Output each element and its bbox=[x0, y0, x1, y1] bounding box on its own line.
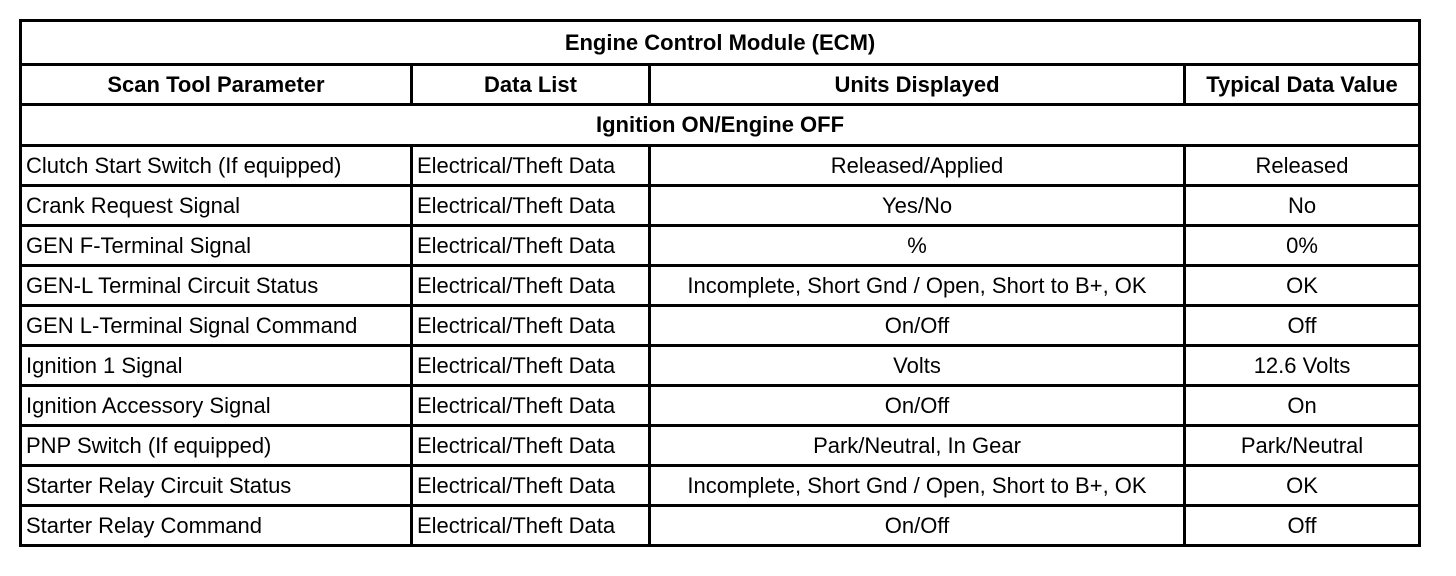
data-list-cell: Electrical/Theft Data bbox=[412, 426, 650, 466]
data-list-cell: Electrical/Theft Data bbox=[412, 146, 650, 186]
typical-value-cell: Released bbox=[1185, 146, 1420, 186]
parameter-cell: Starter Relay Circuit Status bbox=[21, 466, 412, 506]
parameter-cell: Ignition Accessory Signal bbox=[21, 386, 412, 426]
section-heading: Ignition ON/Engine OFF bbox=[21, 105, 1420, 146]
table-row bbox=[21, 266, 1420, 306]
units-cell: On/Off bbox=[650, 306, 1185, 346]
typical-value-cell: OK bbox=[1185, 466, 1420, 506]
parameter-cell: Crank Request Signal bbox=[21, 186, 412, 226]
units-cell: On/Off bbox=[650, 386, 1185, 426]
parameter-cell: GEN F-Terminal Signal bbox=[21, 226, 412, 266]
table-header-row bbox=[21, 65, 1420, 105]
units-cell: Volts bbox=[650, 346, 1185, 386]
data-list-cell: Electrical/Theft Data bbox=[412, 226, 650, 266]
column-header-scan-tool-parameter: Scan Tool Parameter bbox=[21, 65, 412, 105]
parameter-cell: PNP Switch (If equipped) bbox=[21, 426, 412, 466]
typical-value-cell: Park/Neutral bbox=[1185, 426, 1420, 466]
typical-value-cell: Off bbox=[1185, 506, 1420, 546]
table-row bbox=[21, 466, 1420, 506]
data-list-cell: Electrical/Theft Data bbox=[412, 306, 650, 346]
units-cell: On/Off bbox=[650, 506, 1185, 546]
typical-value-cell: No bbox=[1185, 186, 1420, 226]
table-row bbox=[21, 186, 1420, 226]
table-row bbox=[21, 426, 1420, 466]
data-list-cell: Electrical/Theft Data bbox=[412, 346, 650, 386]
units-cell: Incomplete, Short Gnd / Open, Short to B+, OK bbox=[650, 266, 1185, 306]
units-cell: Incomplete, Short Gnd / Open, Short to B+, OK bbox=[650, 466, 1185, 506]
table-row bbox=[21, 146, 1420, 186]
table-row bbox=[21, 506, 1420, 546]
typical-value-cell: OK bbox=[1185, 266, 1420, 306]
parameter-cell: GEN-L Terminal Circuit Status bbox=[21, 266, 412, 306]
table-row bbox=[21, 226, 1420, 266]
table-row bbox=[21, 386, 1420, 426]
typical-value-cell: 12.6 Volts bbox=[1185, 346, 1420, 386]
data-list-cell: Electrical/Theft Data bbox=[412, 186, 650, 226]
data-list-cell: Electrical/Theft Data bbox=[412, 506, 650, 546]
parameter-cell: Starter Relay Command bbox=[21, 506, 412, 546]
units-cell: Yes/No bbox=[650, 186, 1185, 226]
data-list-cell: Electrical/Theft Data bbox=[412, 386, 650, 426]
column-header-typical-data-value: Typical Data Value bbox=[1185, 65, 1420, 105]
units-cell: Park/Neutral, In Gear bbox=[650, 426, 1185, 466]
typical-value-cell: Off bbox=[1185, 306, 1420, 346]
column-header-data-list: Data List bbox=[412, 65, 650, 105]
table-row bbox=[21, 306, 1420, 346]
units-cell: % bbox=[650, 226, 1185, 266]
table-row bbox=[21, 346, 1420, 386]
parameter-cell: Ignition 1 Signal bbox=[21, 346, 412, 386]
parameter-cell: Clutch Start Switch (If equipped) bbox=[21, 146, 412, 186]
units-cell: Released/Applied bbox=[650, 146, 1185, 186]
table-title-row bbox=[21, 21, 1420, 65]
typical-value-cell: 0% bbox=[1185, 226, 1420, 266]
data-list-cell: Electrical/Theft Data bbox=[412, 466, 650, 506]
parameter-cell: GEN L-Terminal Signal Command bbox=[21, 306, 412, 346]
section-row bbox=[21, 105, 1420, 146]
data-list-cell: Electrical/Theft Data bbox=[412, 266, 650, 306]
column-header-units-displayed: Units Displayed bbox=[650, 65, 1185, 105]
table-title: Engine Control Module (ECM) bbox=[21, 21, 1420, 65]
typical-value-cell: On bbox=[1185, 386, 1420, 426]
ecm-data-table bbox=[19, 19, 1421, 547]
